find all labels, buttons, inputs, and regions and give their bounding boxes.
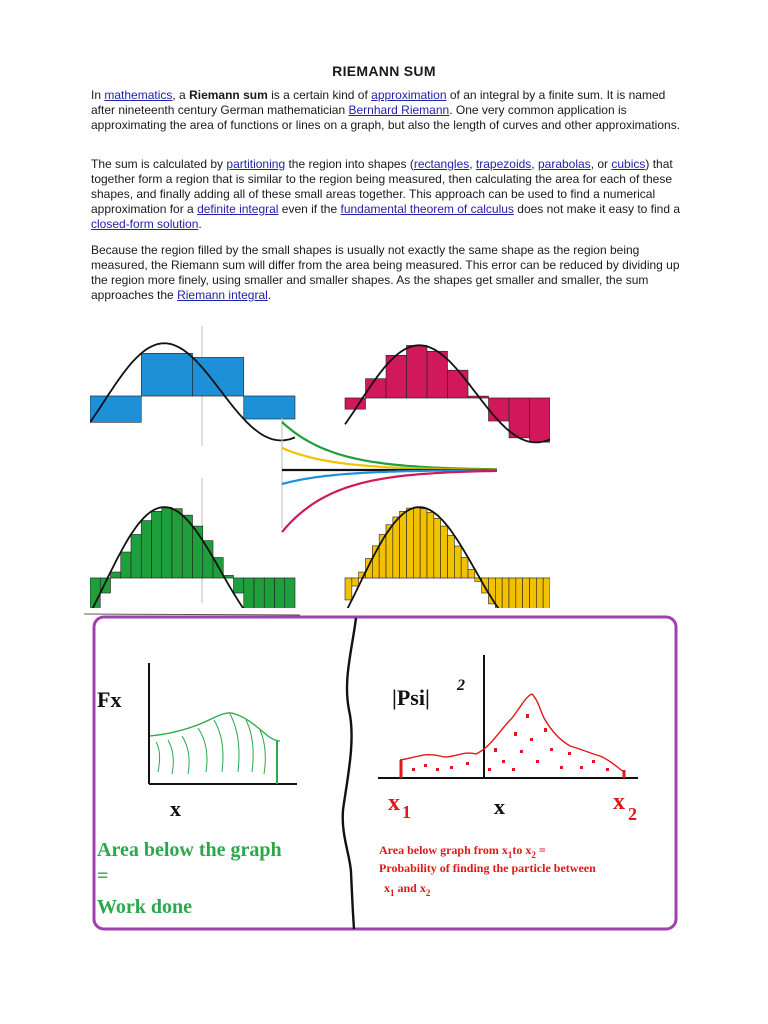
sum-bar — [509, 398, 530, 438]
sum-bar — [162, 507, 172, 578]
subscript: 1 — [507, 850, 513, 860]
x-label: x — [494, 794, 505, 819]
link-cubics[interactable]: cubics — [611, 157, 646, 171]
convergence-curve — [282, 448, 497, 470]
left-riemann-plot — [90, 326, 295, 446]
sum-bar — [111, 572, 121, 578]
sum-bar — [461, 558, 468, 578]
sum-bar — [468, 569, 475, 578]
subscript: 1 — [390, 888, 395, 898]
probability-curve — [400, 694, 624, 772]
text: The sum is calculated by — [91, 157, 227, 171]
sum-bar — [407, 508, 414, 578]
sum-bar — [536, 578, 543, 608]
x1-sub: 1 — [402, 802, 411, 822]
handwritten-notes — [0, 610, 768, 940]
sum-bar — [393, 517, 400, 578]
text: In — [91, 88, 105, 102]
text: even if the — [278, 202, 341, 216]
shading-dots — [412, 714, 609, 771]
sum-bar — [121, 552, 131, 578]
x2-main: x — [613, 789, 625, 815]
sum-bar — [193, 357, 244, 396]
sum-bar — [454, 546, 461, 578]
sum-bar — [152, 511, 162, 578]
sum-bar — [234, 578, 244, 593]
sum-bar — [90, 396, 141, 422]
sum-bar — [254, 578, 264, 608]
sum-bar — [400, 511, 407, 578]
link-fundamental-theorem[interactable]: fundamental theorem of calculus — [340, 202, 514, 216]
caption-line-2: = — [97, 865, 109, 887]
intro-paragraph — [91, 88, 683, 133]
hatch-strokes — [156, 714, 265, 774]
link-riemann-integral[interactable]: Riemann integral — [177, 288, 268, 302]
psi-label: |Psi| — [392, 685, 430, 710]
sum-bar — [141, 521, 151, 578]
text: Area below graph from x — [379, 843, 508, 857]
caption-line-3: Work done — [97, 896, 193, 918]
convergence-curves — [282, 418, 497, 532]
sum-bar — [502, 578, 509, 608]
sum-bar — [530, 398, 551, 442]
subscript: 2 — [531, 850, 536, 860]
text: x — [384, 881, 390, 895]
sum-bar — [285, 578, 295, 608]
text: , — [531, 157, 538, 171]
sum-bar — [448, 535, 455, 578]
sum-bar — [131, 534, 141, 578]
term-riemann-sum: Riemann sum — [189, 88, 268, 102]
x1-main: x — [388, 790, 400, 816]
convergence-curve — [282, 471, 497, 532]
sum-bar — [141, 353, 192, 396]
text: and x — [394, 881, 426, 895]
text: is a certain kind of — [267, 88, 372, 102]
sum-bar — [495, 578, 502, 608]
link-parabolas[interactable]: parabolas — [537, 157, 591, 171]
sum-bar — [427, 512, 434, 578]
text: Because the region filled by the small shapes is usually not exactly the same shape as the region being measured, the Riemann sum will differ from the area being measured. This error can be reduced by dividing up the region more finely, using smaller and smaller shapes. As the shapes get smaller and smaller, the sum approaches the — [91, 243, 680, 302]
sum-bar — [203, 541, 213, 578]
sum-bar — [244, 396, 295, 419]
text: = — [535, 843, 546, 857]
work-curve — [150, 713, 280, 741]
fine-left-riemann-plot — [90, 478, 295, 608]
text: does not make it easy to find a — [513, 202, 681, 216]
text: ) that together form a region that is similar to the region being measured, then calculating the area for each of these shapes, and finally adding all of these small areas together. This approach can be used to find a numerical approximation for a — [91, 157, 673, 216]
text: , a — [172, 88, 190, 102]
sum-bar — [530, 578, 537, 608]
sum-bar — [441, 526, 448, 578]
sum-bar — [352, 578, 359, 586]
riemann-sum-figure — [90, 318, 550, 608]
fx-label: Fx — [97, 687, 122, 712]
text: the region into shapes ( — [285, 157, 414, 171]
psi-power: 2 — [457, 677, 465, 694]
x2-sub: 2 — [628, 804, 637, 824]
sum-bar — [509, 578, 516, 608]
caption-line-1: Area below the graph — [97, 839, 282, 861]
caption-line-1 — [379, 843, 546, 860]
link-closed-form-solution[interactable]: closed-form solution — [91, 217, 199, 231]
link-bernhard-riemann[interactable]: Bernhard Riemann — [348, 103, 450, 117]
sum-bar — [489, 398, 510, 421]
method-paragraph — [91, 157, 683, 232]
divider-stroke — [343, 618, 356, 929]
text: , or — [590, 157, 612, 171]
link-rectangles[interactable]: rectangles — [413, 157, 470, 171]
text: , — [469, 157, 476, 171]
sum-bar — [523, 578, 530, 608]
sum-bar — [172, 509, 182, 578]
work-sketch — [97, 663, 297, 918]
sum-bar — [413, 507, 420, 578]
sum-bar — [543, 578, 550, 608]
probability-sketch — [378, 655, 638, 898]
sum-bar — [264, 578, 274, 608]
link-trapezoids[interactable]: trapezoids — [475, 157, 532, 171]
caption-line-3 — [384, 881, 431, 898]
convergence-curve — [282, 422, 497, 469]
x-label: x — [170, 796, 181, 821]
sum-bar — [427, 351, 448, 398]
text: . — [267, 288, 272, 302]
link-definite-integral[interactable]: definite integral — [197, 202, 279, 216]
separator-line — [84, 614, 300, 615]
sum-bar — [244, 578, 254, 608]
text: of an integral by a finite sum. It is named after nineteenth century German mathematician — [91, 88, 666, 117]
page-title: RIEMANN SUM — [332, 63, 436, 79]
midpoint-riemann-plot — [345, 326, 550, 446]
sum-bar — [434, 518, 441, 578]
text: . — [198, 217, 202, 231]
link-partitioning[interactable]: partitioning — [226, 157, 286, 171]
fine-right-riemann-plot — [345, 478, 550, 608]
sum-bar — [407, 345, 428, 398]
error-paragraph — [91, 243, 683, 303]
sum-bar — [516, 578, 523, 608]
text: . One very common application is approximating the area of functions or lines on a graph, but also the length of curves and other approximations. — [91, 103, 681, 132]
link-approximation[interactable]: approximation — [371, 88, 447, 102]
caption-line-2: Probability of finding the particle between — [379, 861, 596, 875]
sum-bar — [420, 509, 427, 578]
sum-bar — [275, 578, 285, 608]
subscript: 2 — [425, 888, 431, 898]
link-mathematics[interactable]: mathematics — [104, 88, 173, 102]
sum-bar — [345, 578, 352, 600]
text: to x — [512, 843, 532, 857]
sum-bar — [448, 370, 469, 398]
